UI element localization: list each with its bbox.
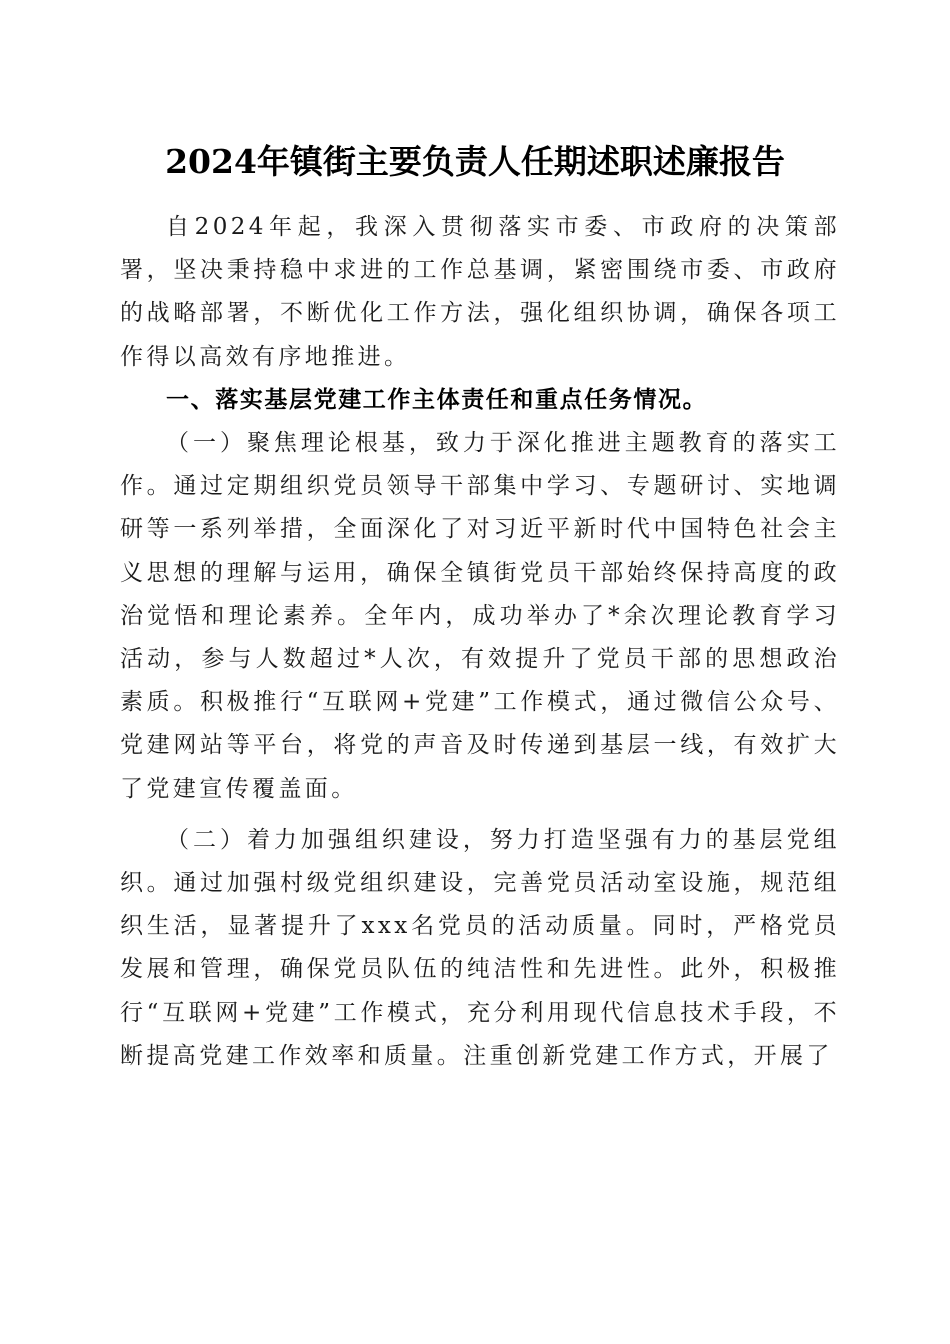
subsection-paragraph-1: （一）聚焦理论根基，致力于深化推进主题教育的落实工作。通过定期组织党员领导干部集中学习、专题研讨、实地调研等一系列举措，全面深化了对习近平新时代中国特色社会主义思想的理解与运用，确保全镇街党员干部始终保持高度的政治觉悟和理论素养。全年内，成功举办了*余次理论教育学习活动，参与人数超过*人次，有效提升了党员干部的思想政治素质。积极推行“互联网+党建”工作模式，通过微信公众号、党建网站等平台，将党的声音及时传递到基层一线，有效扩大了党建宣传覆盖面。 bbox=[120, 430, 840, 802]
document-body bbox=[120, 206, 840, 1078]
document-title: 2024年镇街主要负责人任期述职述廉报告 bbox=[165, 142, 785, 181]
subsection-paragraph-2: （二）着力加强组织建设，努力打造坚强有力的基层党组织。通过加强村级党组织建设，完善党员活动室设施，规范组织生活，显著提升了xxx名党员的活动质量。同时，严格党员发展和管理，确保党员队伍的纯洁性和先进性。此外，积极推行“互联网+党建”工作模式，充分利用现代信息技术手段，不断提高党建工作效率和质量。注重创新党建工作方式，开展了 bbox=[120, 826, 840, 1069]
intro-paragraph: 自2024年起，我深入贯彻落实市委、市政府的决策部署，坚决秉持稳中求进的工作总基调，紧密围绕市委、市政府的战略部署，不断优化工作方法，强化组织协调，确保各项工作得以高效有序地推进。 bbox=[120, 214, 840, 370]
section-heading-1: 一、落实基层党建工作主体责任和重点任务情况。 bbox=[166, 386, 708, 413]
